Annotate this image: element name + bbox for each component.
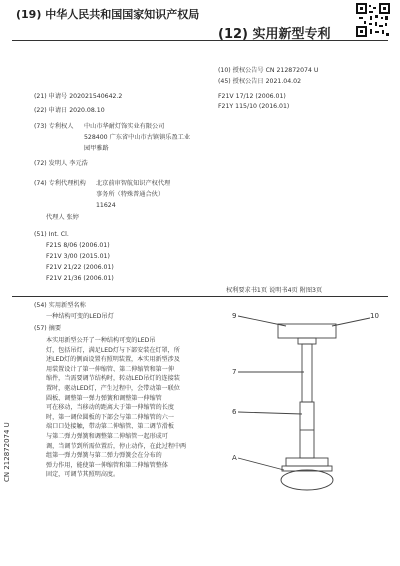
abstract-line: 弹力作用，能使第一伸缩管和第二伸缩管整体	[46, 461, 168, 469]
patentee-label: (73) 专利权人	[34, 123, 74, 130]
agency-label: (74) 专利代理机构	[34, 180, 86, 187]
abstract-label: (57) 摘要	[34, 325, 62, 332]
abstract-line: 述LED灯的侧面设置有照明装置，本实用新型涉及	[46, 356, 180, 364]
ipc-code: F21Y 115/10 (2016.01)	[218, 103, 290, 110]
agency-line: 11624	[96, 202, 116, 209]
agency-line: 事务所（特殊普通合伙）	[96, 191, 165, 198]
abstract-line: 与第二弹力弹簧和调整第二伸缩管一起形成可	[46, 432, 168, 440]
inventor: (72) 发明人 李元浩	[34, 160, 88, 167]
qr-code	[356, 3, 390, 37]
side-publication-id: CN 212872074 U	[3, 422, 11, 482]
ipc-code: F21S 8/06 (2006.01)	[46, 242, 110, 249]
figure-label: 10	[370, 312, 379, 320]
patentee-line: 园甲雅路	[84, 145, 109, 152]
application-number: (21) 申请号 202021540642.2	[34, 93, 123, 100]
abstract-line: 可在移动，当移动的距离大于第一伸缩管的长度	[46, 404, 174, 412]
agent: 代理人 张婷	[46, 214, 79, 221]
publication-date: (45) 授权公告日 2021.04.02	[218, 78, 301, 85]
publication-number: (10) 授权公告号 CN 212872074 U	[218, 67, 319, 74]
abstract-body	[46, 336, 214, 480]
title-label: (54) 实用新型名称	[34, 302, 86, 309]
figure-label: 9	[232, 312, 237, 320]
abstract-line: 调，当调节到所需位置后，停止动作，在此过程中两	[46, 442, 187, 450]
issuing-office: (19) 中华人民共和国国家知识产权局	[16, 8, 200, 21]
abstract-line: 固定，可调节其照明高度。	[46, 471, 120, 479]
abstract-line: 端口口处接触，带动第二伸缩管、第二调节滑板	[46, 423, 174, 431]
ipc-code: F21V 21/36 (2006.01)	[46, 275, 114, 282]
agency-line: 北京前审智航知识产权代理	[96, 180, 171, 187]
abstract-line: 用装置设计了第一伸缩管、第二伸缩管和第一伸	[46, 365, 174, 373]
abstract-figure	[220, 310, 390, 510]
abstract-line: 本实用新型公开了一种结构可变的LED吊	[46, 337, 156, 344]
ipc-code: F21V 21/22 (2006.01)	[46, 264, 114, 271]
figure-label: 7	[232, 368, 237, 376]
patentee-line: 528400 广东省中山市古镇镇乐盈工业	[84, 134, 191, 141]
header-rule	[12, 40, 388, 41]
patent-type: (12) 实用新型专利	[218, 27, 331, 42]
canopy-collar	[298, 338, 316, 344]
abstract-line: 置时，驱动LED灯，产生过程中，会带动第一联位	[46, 384, 180, 392]
utility-model-title: 一种结构可变的LED吊灯	[46, 313, 114, 320]
upper-tube	[302, 344, 312, 402]
ipc-code: F21V 17/12 (2006.01)	[218, 93, 286, 100]
abstract-line: 灯，包括吊灯，满足LED灯与下部安装在灯罩，所	[46, 346, 180, 354]
abstract-line: 缩件，当需要调节结构时，转动LED吊灯的连接装	[46, 375, 180, 383]
figure-label: A	[232, 454, 237, 462]
lamp-head	[286, 458, 328, 466]
page-counts: 权利要求书1页 说明书4页 附图3页	[226, 287, 323, 294]
detail-circle	[281, 470, 333, 490]
application-date: (22) 申请日 2020.08.10	[34, 107, 105, 114]
ipc-code: F21V 3/00 (2015.01)	[46, 253, 110, 260]
figure-label: 6	[232, 408, 237, 416]
section-rule	[12, 296, 388, 297]
abstract-line: 组第一弹力弹簧与第二弹力弹簧会在分布的	[46, 452, 162, 460]
abstract-line: 时，第一调位圆板的下部会与第二伸缩管的六一	[46, 413, 174, 421]
patentee-line: 中山市华耐灯饰实业有限公司	[84, 123, 165, 130]
int-cl-label: (51) Int. Cl.	[34, 231, 69, 238]
ceiling-canopy	[278, 324, 336, 338]
abstract-line: 圆板、调整第一弹力弹簧和调整第一伸缩管	[46, 394, 162, 402]
